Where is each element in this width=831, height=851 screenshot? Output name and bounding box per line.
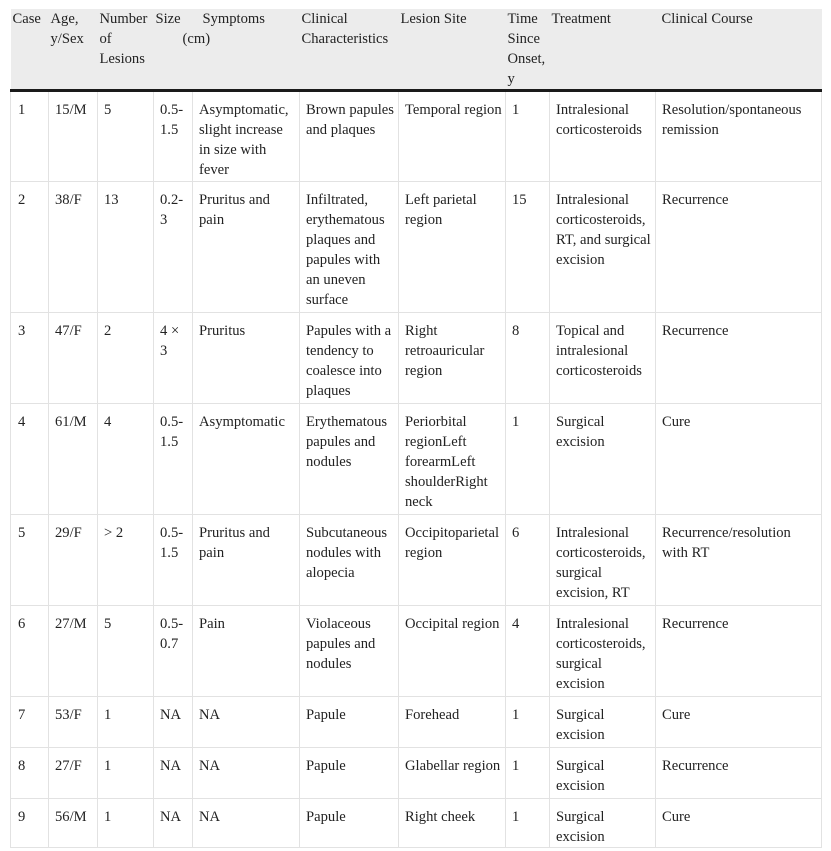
cell-treatment: Intralesional corticosteroids, RT, and surgical excision xyxy=(550,182,656,313)
cell-onset: 4 xyxy=(506,606,550,697)
cell-course: Cure xyxy=(656,799,822,848)
cell-course: Cure xyxy=(656,404,822,515)
case-series-table xyxy=(10,9,822,848)
cell-size: NA xyxy=(154,799,193,848)
cell-case: 4 xyxy=(11,404,49,515)
cell-age-sex: 56/M xyxy=(49,799,98,848)
cell-lesions: 1 xyxy=(98,799,154,848)
cell-onset: 1 xyxy=(506,799,550,848)
table-row xyxy=(11,799,822,848)
header-size-unit: (cm) xyxy=(182,31,211,47)
cell-site: Glabellar region xyxy=(399,748,506,799)
cell-onset: 8 xyxy=(506,313,550,404)
cell-lesions: 1 xyxy=(98,697,154,748)
cell-symptoms: Pruritus and pain xyxy=(193,515,300,606)
cell-course: Recurrence/resolution with RT xyxy=(656,515,822,606)
cell-lesions: 5 xyxy=(98,91,154,182)
header-time-since-onset: Time Since Onset, y xyxy=(506,9,550,91)
case-table-container xyxy=(10,9,821,848)
cell-case: 9 xyxy=(11,799,49,848)
cell-age-sex: 47/F xyxy=(49,313,98,404)
cell-characteristics: Papule xyxy=(300,799,399,848)
cell-treatment: Intralesional corticosteroids, surgical excision, RT xyxy=(550,515,656,606)
cell-size: NA xyxy=(154,748,193,799)
cell-onset: 15 xyxy=(506,182,550,313)
cell-size: 0.5-0.7 xyxy=(154,606,193,697)
cell-age-sex: 61/M xyxy=(49,404,98,515)
cell-site: Occipital region xyxy=(399,606,506,697)
cell-case: 8 xyxy=(11,748,49,799)
header-symptoms: Symptoms xyxy=(193,9,300,91)
cell-site: Right retroauricular region xyxy=(399,313,506,404)
cell-age-sex: 38/F xyxy=(49,182,98,313)
cell-site: Forehead xyxy=(399,697,506,748)
header-size xyxy=(154,9,211,91)
header-size-label: Size xyxy=(155,11,181,27)
cell-case: 2 xyxy=(11,182,49,313)
cell-size: NA xyxy=(154,697,193,748)
cell-symptoms: Pruritus and pain xyxy=(193,182,300,313)
header-clinical-characteristics: Clinical Characteristics xyxy=(300,9,399,91)
cell-case: 3 xyxy=(11,313,49,404)
cell-symptoms: Asymptomatic, slight increase in size with fever xyxy=(193,91,300,182)
cell-symptoms: NA xyxy=(193,799,300,848)
cell-size: 4 × 3 xyxy=(154,313,193,404)
header-case: Case xyxy=(11,9,49,91)
cell-treatment: Intralesional corticosteroids, surgical excision xyxy=(550,606,656,697)
cell-onset: 1 xyxy=(506,91,550,182)
cell-age-sex: 15/M xyxy=(49,91,98,182)
table-row xyxy=(11,515,822,606)
table-row xyxy=(11,748,822,799)
header-lesion-site: Lesion Site xyxy=(399,9,506,91)
cell-course: Recurrence xyxy=(656,606,822,697)
cell-treatment: Surgical excision xyxy=(550,748,656,799)
cell-symptoms: NA xyxy=(193,748,300,799)
cell-course: Cure xyxy=(656,697,822,748)
cell-site: Occipitoparietal region xyxy=(399,515,506,606)
cell-lesions: > 2 xyxy=(98,515,154,606)
table-header-row xyxy=(11,9,822,91)
cell-treatment: Topical and intralesional corticosteroids xyxy=(550,313,656,404)
cell-site: Right cheek xyxy=(399,799,506,848)
cell-size: 0.5-1.5 xyxy=(154,91,193,182)
table-row xyxy=(11,404,822,515)
cell-course: Resolution/spontaneous remission xyxy=(656,91,822,182)
table-row xyxy=(11,91,822,182)
cell-case: 1 xyxy=(11,91,49,182)
cell-size: 0.5-1.5 xyxy=(154,515,193,606)
cell-age-sex: 27/M xyxy=(49,606,98,697)
cell-site: Periorbital regionLeft forearmLeft shoulderRight neck xyxy=(399,404,506,515)
cell-characteristics: Papule xyxy=(300,748,399,799)
cell-age-sex: 29/F xyxy=(49,515,98,606)
cell-characteristics: Infiltrated, erythematous plaques and papules with an uneven surface xyxy=(300,182,399,313)
cell-case: 7 xyxy=(11,697,49,748)
cell-characteristics: Papule xyxy=(300,697,399,748)
cell-characteristics: Erythematous papules and nodules xyxy=(300,404,399,515)
cell-onset: 1 xyxy=(506,748,550,799)
header-age-sex: Age, y/Sex xyxy=(49,9,98,91)
cell-lesions: 2 xyxy=(98,313,154,404)
header-treatment: Treatment xyxy=(550,9,656,91)
cell-symptoms: Pain xyxy=(193,606,300,697)
cell-course: Recurrence xyxy=(656,182,822,313)
header-clinical-course: Clinical Course xyxy=(656,9,822,91)
cell-characteristics: Papules with a tendency to coalesce into plaques xyxy=(300,313,399,404)
table-row xyxy=(11,182,822,313)
cell-case: 6 xyxy=(11,606,49,697)
cell-treatment: Intralesional corticosteroids xyxy=(550,91,656,182)
cell-treatment: Surgical excision xyxy=(550,799,656,848)
cell-course: Recurrence xyxy=(656,313,822,404)
cell-onset: 6 xyxy=(506,515,550,606)
cell-treatment: Surgical excision xyxy=(550,404,656,515)
cell-treatment: Surgical excision xyxy=(550,697,656,748)
table-row xyxy=(11,313,822,404)
cell-lesions: 13 xyxy=(98,182,154,313)
cell-course: Recurrence xyxy=(656,748,822,799)
cell-site: Temporal region xyxy=(399,91,506,182)
cell-age-sex: 53/F xyxy=(49,697,98,748)
cell-characteristics: Brown papules and plaques xyxy=(300,91,399,182)
cell-symptoms: NA xyxy=(193,697,300,748)
cell-onset: 1 xyxy=(506,697,550,748)
cell-size: 0.2-3 xyxy=(154,182,193,313)
cell-size: 0.5-1.5 xyxy=(154,404,193,515)
table-row xyxy=(11,697,822,748)
cell-symptoms: Asymptomatic xyxy=(193,404,300,515)
cell-case: 5 xyxy=(11,515,49,606)
cell-lesions: 1 xyxy=(98,748,154,799)
cell-lesions: 4 xyxy=(98,404,154,515)
header-number-of-lesions: Number of Lesions xyxy=(98,9,154,91)
cell-age-sex: 27/F xyxy=(49,748,98,799)
cell-symptoms: Pruritus xyxy=(193,313,300,404)
cell-site: Left parietal region xyxy=(399,182,506,313)
table-row xyxy=(11,606,822,697)
cell-characteristics: Violaceous papules and nodules xyxy=(300,606,399,697)
cell-lesions: 5 xyxy=(98,606,154,697)
cell-characteristics: Subcutaneous nodules with alopecia xyxy=(300,515,399,606)
cell-onset: 1 xyxy=(506,404,550,515)
